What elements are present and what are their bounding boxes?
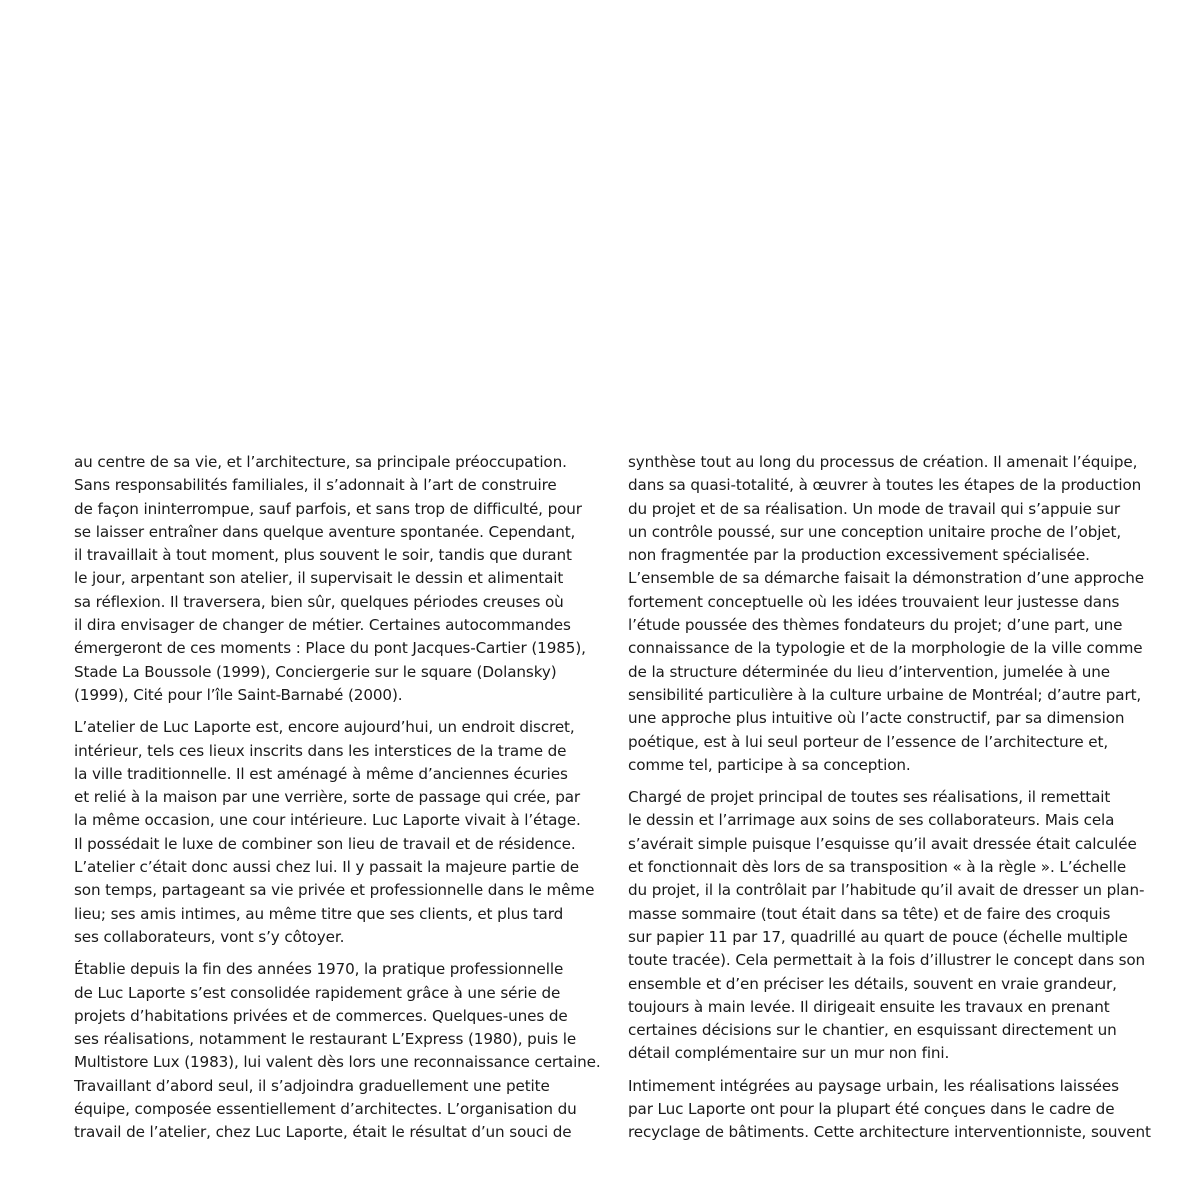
text-line: comme tel, participe à sa conception. — [628, 755, 911, 774]
text-line: il travaillait à tout moment, plus souvent le soir, tandis que durant — [74, 546, 572, 565]
text-line: sa réflexion. Il traversera, bien sûr, quelques périodes creuses où — [74, 592, 564, 611]
text-line: au centre de sa vie, et l’architecture, sa principale préoccupation. — [74, 453, 567, 471]
paragraph-spacer — [628, 777, 1158, 786]
text-line: synthèse tout au long du processus de création. Il amenait l’équipe, — [628, 453, 1138, 471]
text-line: la même occasion, une cour intérieure. Luc Laporte vivait à l’étage. — [74, 811, 581, 830]
text-line: l’étude poussée des thèmes fondateurs du projet; d’une part, une — [628, 616, 1123, 635]
text-line: travail de l’atelier, chez Luc Laporte, était le résultat d’un souci de — [74, 1123, 572, 1142]
text-line: le dessin et l’arrimage aux soins de ses collaborateurs. Mais cela — [628, 811, 1115, 830]
text-line: et relié à la maison par une verrière, sorte de passage qui crée, par — [74, 788, 581, 807]
text-line: masse sommaire (tout était dans sa tête) et de faire des croquis — [628, 904, 1111, 923]
text-line: le jour, arpentant son atelier, il supervisait le dessin et alimentait — [74, 569, 564, 588]
paragraph — [74, 451, 604, 707]
text-line: sensibilité particulière à la culture urbaine de Montréal; d’autre part, — [628, 685, 1142, 704]
text-line: se laisser entraîner dans quelque aventure spontanée. Cependant, — [74, 522, 576, 541]
text-line: Travaillant d’abord seul, il s’adjoindra graduellement une petite — [74, 1076, 550, 1095]
text-line: toujours à main levée. Il dirigeait ensuite les travaux en prenant — [628, 997, 1110, 1016]
text-line: projets d’habitations privées et de commerces. Quelques-unes de — [74, 1006, 568, 1025]
text-line: fortement conceptuelle où les idées trouvaient leur justesse dans — [628, 592, 1120, 611]
text-line: émergeront de ces moments : Place du pont Jacques-Cartier (1985), — [74, 639, 586, 658]
text-line: ses réalisations, notamment le restaurant L’Express (1980), puis le — [74, 1030, 577, 1049]
text-line: il dira envisager de changer de métier. Certaines autocommandes — [74, 616, 571, 635]
text-line: lieu; ses amis intimes, au même titre que ses clients, et plus tard — [74, 904, 564, 923]
text-line: intérieur, tels ces lieux inscrits dans les interstices de la trame de — [74, 741, 567, 760]
paragraph — [628, 1075, 1158, 1145]
text-line: Sans responsabilités familiales, il s’adonnait à l’art de construire — [74, 476, 557, 495]
text-line: certaines décisions sur le chantier, en esquissant directement un — [628, 1021, 1117, 1040]
paragraph-spacer — [74, 707, 604, 716]
right-text-column — [628, 451, 1158, 1145]
text-line: Stade La Boussole (1999), Conciergerie sur le square (Dolansky) — [74, 662, 557, 681]
text-line: ensemble et d’en préciser les détails, souvent en vraie grandeur, — [628, 974, 1117, 993]
text-line: la ville traditionnelle. Il est aménagé à même d’anciennes écuries — [74, 764, 568, 783]
text-line: son temps, partageant sa vie privée et professionnelle dans le même — [74, 881, 595, 900]
text-line: L’atelier de Luc Laporte est, encore aujourd’hui, un endroit discret, — [74, 718, 575, 737]
text-line: Multistore Lux (1983), lui valent dès lors une reconnaissance certaine. — [74, 1053, 601, 1072]
text-line: Chargé de projet principal de toutes ses réalisations, il remettait — [628, 788, 1111, 807]
text-line: Intimement intégrées au paysage urbain, les réalisations laissées — [628, 1076, 1119, 1095]
text-line: connaissance de la typologie et de la morphologie de la ville comme — [628, 639, 1143, 658]
paragraph — [628, 786, 1158, 1066]
left-text-column — [74, 451, 604, 1145]
text-line: L’ensemble de sa démarche faisait la démonstration d’une approche — [628, 569, 1145, 588]
text-line: L’atelier c’était donc aussi chez lui. Il y passait la majeure partie de — [74, 858, 579, 877]
text-line: s’avérait simple puisque l’esquisse qu’il avait dressée était calculée — [628, 834, 1137, 853]
text-line: un contrôle poussé, sur une conception unitaire proche de l’objet, — [628, 522, 1122, 541]
text-line: ses collaborateurs, vont s’y côtoyer. — [74, 927, 345, 946]
text-line: de Luc Laporte s’est consolidée rapidement grâce à une série de — [74, 983, 561, 1002]
text-line: non fragmentée par la production excessivement spécialisée. — [628, 546, 1090, 565]
text-line: du projet et de sa réalisation. Un mode de travail qui s’appuie sur — [628, 499, 1120, 518]
text-line: recyclage de bâtiments. Cette architecture interventionniste, souvent — [628, 1123, 1151, 1142]
text-line: par Luc Laporte ont pour la plupart été conçues dans le cadre de — [628, 1100, 1115, 1119]
text-line: de la structure déterminée du lieu d’intervention, jumelée à une — [628, 662, 1110, 681]
text-line: équipe, composée essentiellement d’architectes. L’organisation du — [74, 1100, 577, 1119]
text-line: sur papier 11 par 17, quadrillé au quart de pouce (échelle multiple — [628, 927, 1128, 946]
text-line: de façon ininterrompue, sauf parfois, et sans trop de difficulté, pour — [74, 499, 582, 518]
paragraph — [74, 958, 604, 1144]
paragraph — [628, 451, 1158, 777]
text-line: dans sa quasi-totalité, à œuvrer à toutes les étapes de la production — [628, 476, 1142, 495]
text-line: et fonctionnait dès lors de sa transposition « à la règle ». L’échelle — [628, 858, 1127, 877]
paragraph — [74, 716, 604, 949]
paragraph-spacer — [628, 1066, 1158, 1075]
text-line: Il possédait le luxe de combiner son lieu de travail et de résidence. — [74, 834, 576, 853]
text-line: du projet, il la contrôlait par l’habitude qu’il avait de dresser un plan- — [628, 881, 1145, 900]
text-line: Établie depuis la fin des années 1970, la pratique professionnelle — [74, 960, 564, 979]
text-line: poétique, est à lui seul porteur de l’essence de l’architecture et, — [628, 732, 1109, 751]
paragraph-spacer — [74, 949, 604, 958]
text-line: détail complémentaire sur un mur non fini. — [628, 1044, 950, 1063]
text-line: une approche plus intuitive où l’acte constructif, par sa dimension — [628, 709, 1125, 728]
text-line: (1999), Cité pour l’île Saint-Barnabé (2000). — [74, 685, 403, 704]
text-line: toute tracée). Cela permettait à la fois d’illustrer le concept dans son — [628, 951, 1146, 970]
